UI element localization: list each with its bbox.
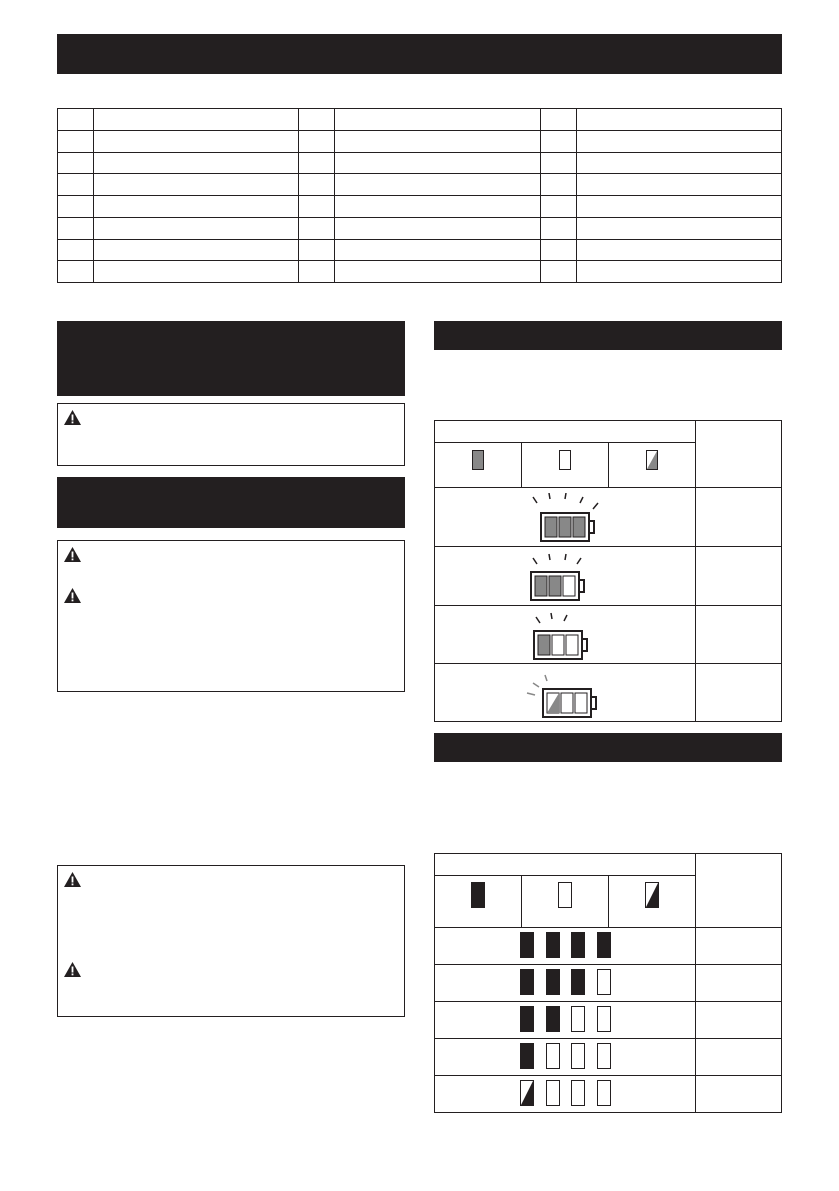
indicator-lamp-icon: [520, 1080, 534, 1106]
part-name-cell: [335, 239, 540, 261]
part-name-cell: [576, 130, 781, 152]
part-name-cell: [94, 152, 299, 174]
part-number-cell: [58, 217, 94, 239]
part-name-cell: [94, 109, 299, 131]
part-name-cell: [576, 261, 781, 283]
indicator-lamp-icon: [571, 1080, 585, 1106]
parts-table: [57, 108, 782, 283]
part-number-cell: [58, 261, 94, 283]
part-number-cell: [540, 217, 576, 239]
part-name-cell: [335, 217, 540, 239]
lamp-blinking-icon: [646, 450, 658, 470]
part-name-cell: [576, 217, 781, 239]
indicator-lamp-icon: [546, 932, 560, 958]
lamp-blinking-icon: [645, 882, 659, 908]
indicator-lamp-icon: [597, 1043, 611, 1069]
part-number-cell: [58, 109, 94, 131]
part-number-cell: [540, 261, 576, 283]
lamp-lighted-icon: [472, 450, 484, 470]
table-row: [58, 239, 782, 261]
battery-full-blinking-icon: [525, 493, 605, 543]
table-row: [58, 261, 782, 283]
part-number-cell: [58, 152, 94, 174]
battery-empty-icon: [525, 669, 605, 719]
indicator-lamp-icon: [597, 932, 611, 958]
warning-box-2: [57, 540, 405, 692]
table-row: [58, 196, 782, 218]
indicator-lamp-icon: [520, 1006, 534, 1032]
lamp-off-icon: [559, 450, 571, 470]
part-name-cell: [335, 174, 540, 196]
part-number-cell: [299, 152, 335, 174]
warning-icon: [64, 588, 81, 603]
part-name-cell: [576, 196, 781, 218]
section-header-1: [57, 321, 405, 396]
table-row: [58, 152, 782, 174]
part-number-cell: [540, 130, 576, 152]
part-number-cell: [299, 174, 335, 196]
part-name-cell: [335, 261, 540, 283]
part-number-cell: [58, 196, 94, 218]
indicator-lamp-icon: [571, 1043, 585, 1069]
part-number-cell: [299, 109, 335, 131]
warning-box-3: [57, 865, 405, 1017]
indicator-lamp-icon: [571, 932, 585, 958]
part-name-cell: [576, 174, 781, 196]
section-header-2: [57, 477, 405, 528]
indicator-table-2: [434, 853, 782, 1113]
part-number-cell: [58, 174, 94, 196]
lamp-off-icon: [558, 882, 572, 908]
indicator-lamp-icon: [520, 969, 534, 995]
part-name-cell: [94, 217, 299, 239]
table-row: [58, 130, 782, 152]
part-name-cell: [94, 196, 299, 218]
section-header-a: [434, 321, 782, 350]
part-number-cell: [299, 261, 335, 283]
indicator-lamp-icon: [520, 932, 534, 958]
indicator-lamp-icon: [571, 1006, 585, 1032]
warning-box-1: [57, 403, 405, 466]
part-number-cell: [540, 152, 576, 174]
part-number-cell: [58, 130, 94, 152]
battery-two-thirds-icon: [525, 552, 605, 602]
indicator-lamp-icon: [546, 1043, 560, 1069]
indicator-lamp-icon: [546, 969, 560, 995]
part-number-cell: [58, 239, 94, 261]
indicator-lamp-icon: [520, 1043, 534, 1069]
table-row: [58, 174, 782, 196]
page-title-bar: [57, 34, 782, 74]
part-name-cell: [335, 196, 540, 218]
warning-icon: [64, 410, 81, 425]
part-number-cell: [540, 109, 576, 131]
indicator-lamp-icon: [597, 969, 611, 995]
indicator-lamp-icon: [546, 1080, 560, 1106]
part-number-cell: [299, 130, 335, 152]
lamp-lighted-icon: [471, 882, 485, 908]
table-row: [58, 217, 782, 239]
indicator-lamp-icon: [571, 969, 585, 995]
indicator-lamp-icon: [597, 1006, 611, 1032]
section-header-b: [434, 733, 782, 762]
part-number-cell: [540, 239, 576, 261]
part-name-cell: [335, 152, 540, 174]
indicator-lamp-icon: [546, 1006, 560, 1032]
part-name-cell: [576, 109, 781, 131]
part-name-cell: [335, 130, 540, 152]
part-name-cell: [576, 152, 781, 174]
part-name-cell: [335, 109, 540, 131]
indicator-table-1: [434, 420, 782, 722]
part-number-cell: [299, 239, 335, 261]
indicator-lamp-icon: [597, 1080, 611, 1106]
part-name-cell: [94, 261, 299, 283]
part-number-cell: [540, 174, 576, 196]
table-row: [58, 109, 782, 131]
part-name-cell: [94, 239, 299, 261]
part-name-cell: [576, 239, 781, 261]
warning-icon: [64, 547, 81, 562]
battery-one-third-icon: [530, 611, 610, 661]
part-number-cell: [299, 217, 335, 239]
part-number-cell: [299, 196, 335, 218]
part-number-cell: [540, 196, 576, 218]
part-name-cell: [94, 130, 299, 152]
warning-icon: [64, 872, 81, 887]
part-name-cell: [94, 174, 299, 196]
warning-icon: [64, 962, 81, 977]
